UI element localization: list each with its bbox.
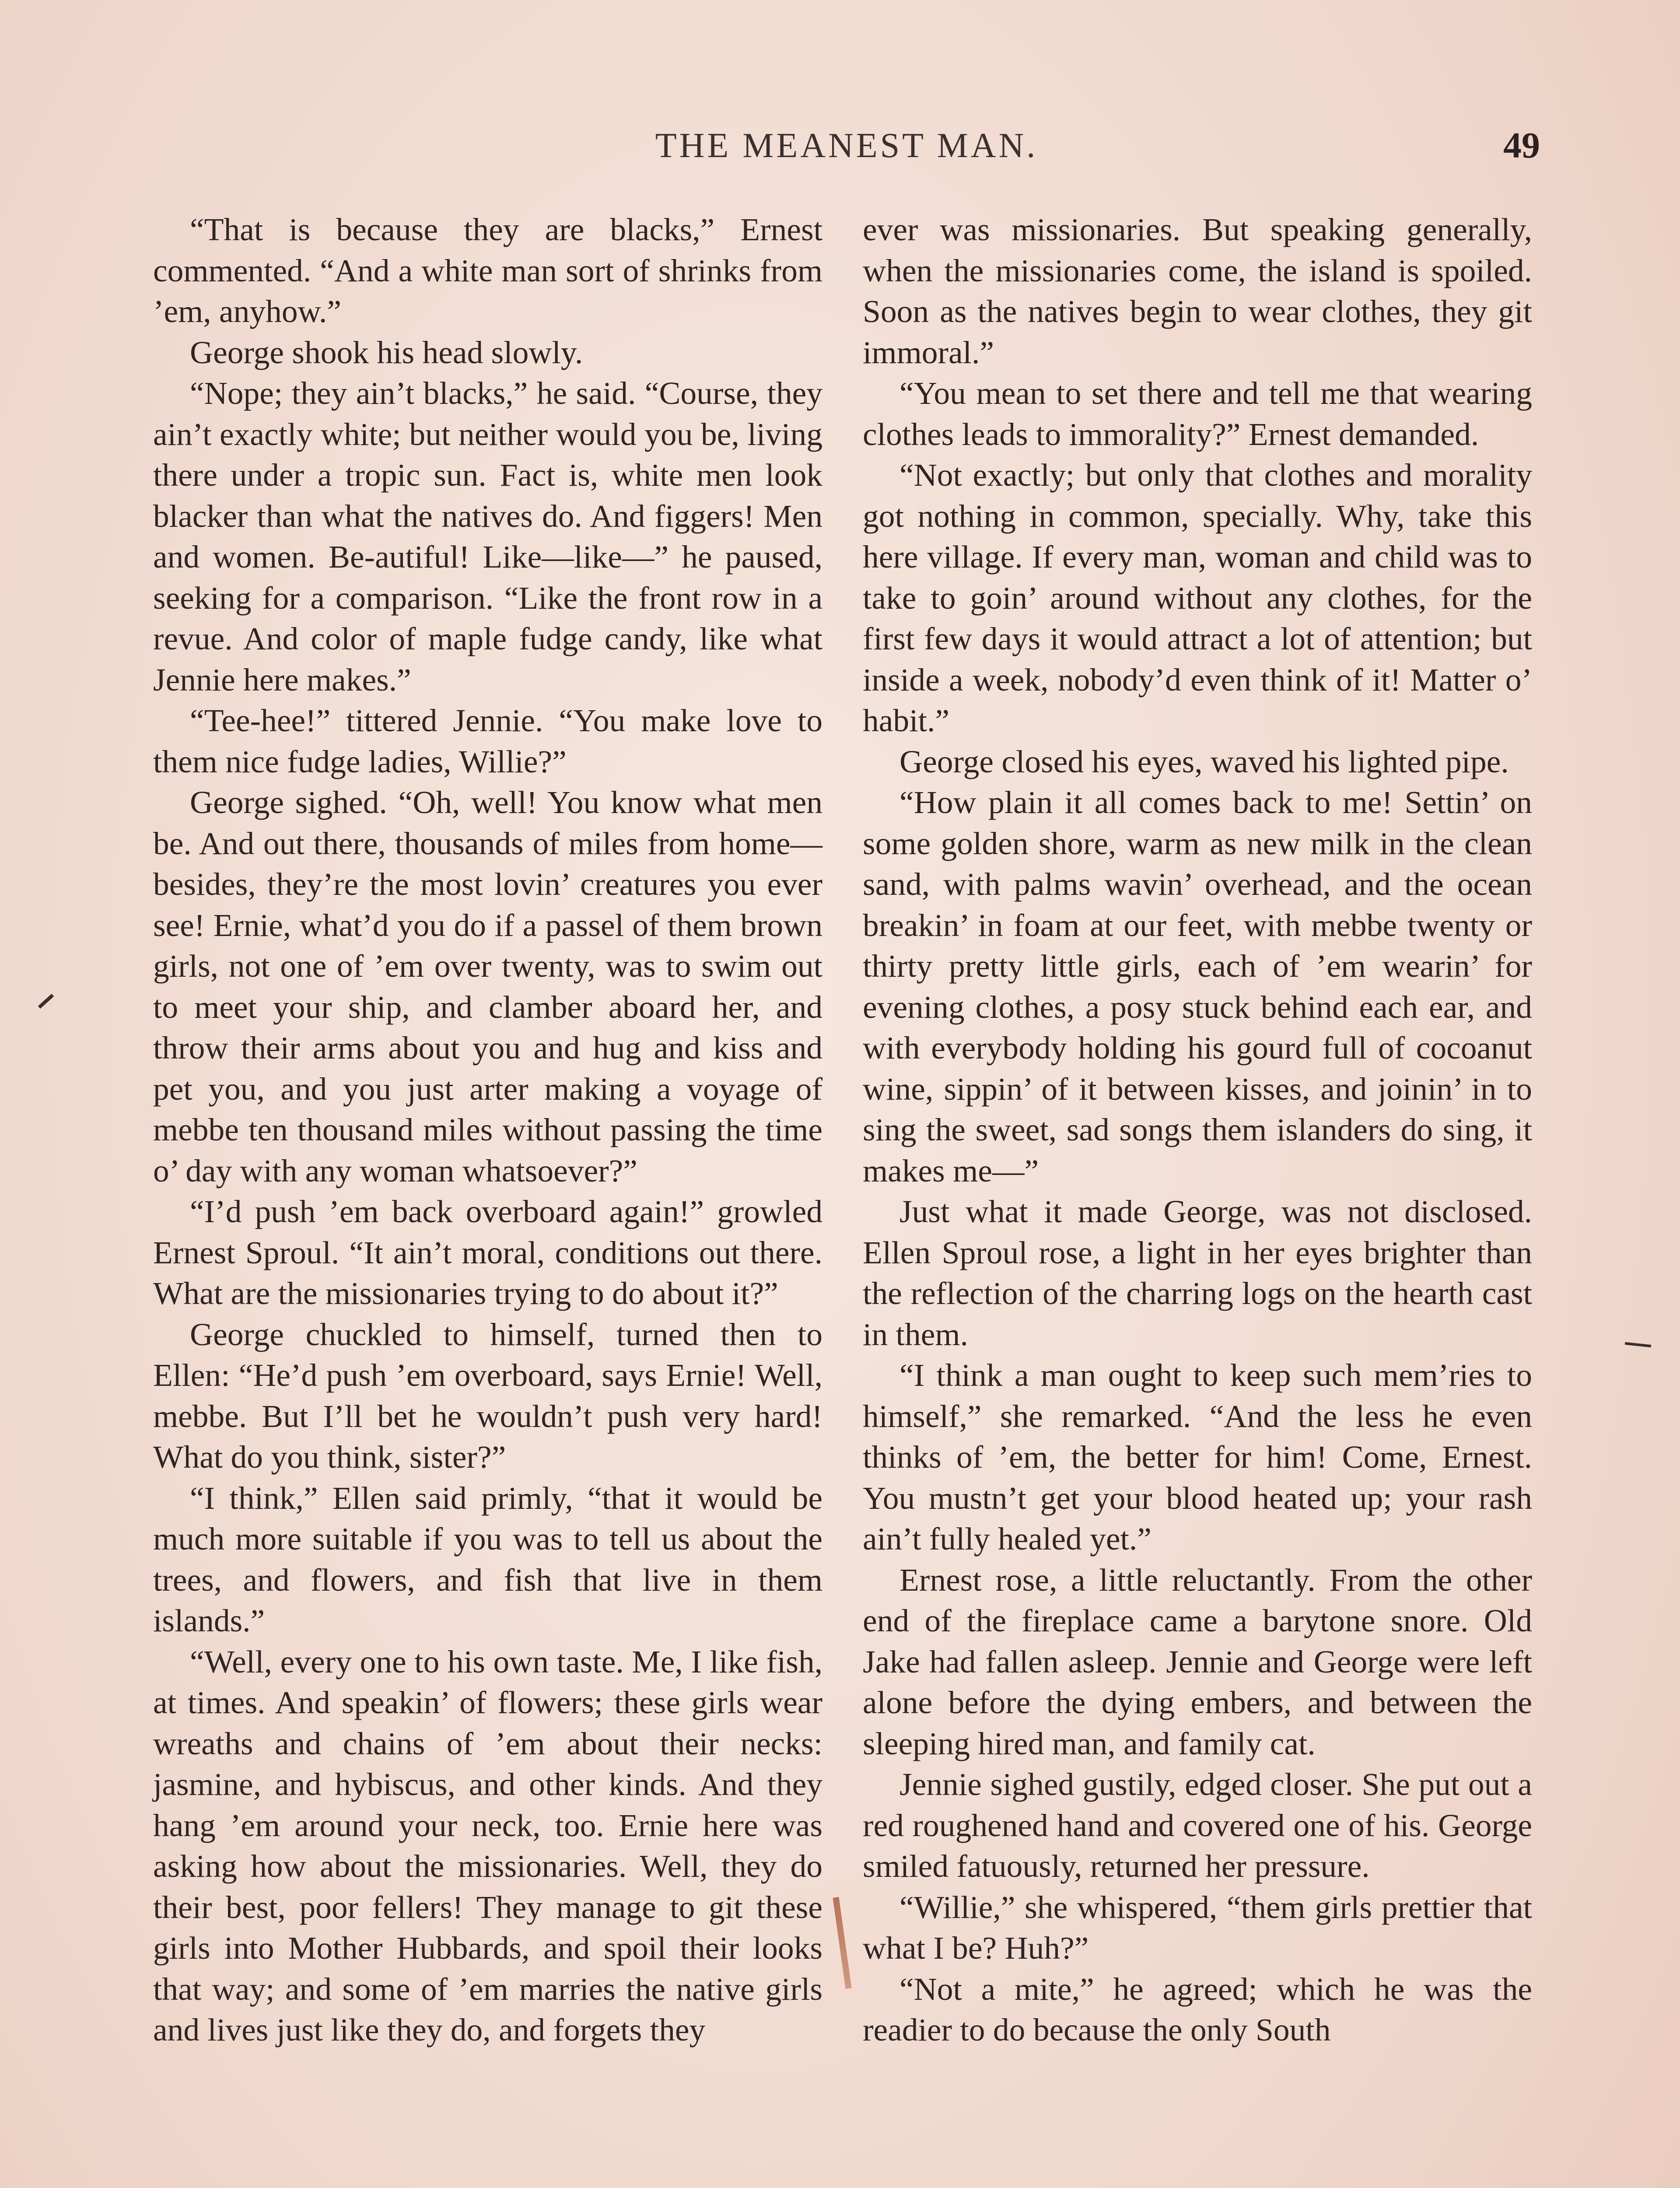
paragraph-continued: ever was missionaries. But speaking generally, when the missionaries come, the island is spoiled. Soon as the natives begin to wear clothes, they git immoral.” [863,212,1532,370]
paragraph: “You mean to set there and tell me that wearing clothes leads to immorality?” Ernest demanded. [863,375,1532,452]
paragraph: “I think a man ought to keep such mem’ries to himself,” she remarked. “And the less he even thinks of ’em, the better for him! Come, Ernest. You mustn’t get your blood heated up; your rash ain’t fully healed yet.” [863,1357,1532,1557]
pencil-mark [1625,1342,1651,1347]
paragraph: “Well, every one to his own taste. Me, I like fish, at times. And speakin’ of flowers; these girls wear wreaths and chains of ’em about their necks: jasmine, and hybiscus, and other kinds. And they hang ’em around your neck, too. Ernie here was asking how about the missionaries. Well, they do their best, poor fellers! They manage to git these girls into Mother Hubbards, and spoil their looks that way; and some of ’em marries the native girls and lives just like they do, and forgets they [153,1644,822,2048]
paragraph: “How plain it all comes back to me! Settin’ on some golden shore, warm as new milk in the clean sand, with palms wavin’ overhead, and the ocean breakin’ in foam at our feet, with mebbe twenty or thirty pretty little girls, each of ’em wearin’ for evening clothes, a posy stuck behind each ear, and with everybody holding his gourd full of cocoanut wine, sippin’ of it between kisses, and joinin’ in to sing the sweet, sad songs them islanders do sing, it makes me—” [863,785,1532,1189]
page-header [153,126,1540,174]
right-column [863,209,1532,2051]
paragraph: Ernest rose, a little reluctantly. From the other end of the fireplace came a barytone snore. Old Jake had fallen asleep. Jennie and George were left alone before the dying embers, and between the sleeping hired man, and family cat. [863,1562,1532,1761]
paragraph: “Tee-hee!” tittered Jennie. “You make love to them nice fudge ladies, Willie?” [153,703,822,779]
paragraph: George closed his eyes, waved his lighted pipe. [900,743,1509,779]
pencil-mark [38,994,54,1009]
running-head: THE MEANEST MAN. [655,126,1038,165]
paper-tear [833,1897,851,1989]
paragraph: “That is because they are blacks,” Ernest commented. “And a white man sort of shrinks from ’em, anyhow.” [153,212,822,329]
paragraph: George chuckled to himself, turned then to Ellen: “He’d push ’em overboard, says Ernie! Well, mebbe. But I’ll bet he wouldn’t push very hard! What do you think, sister?” [153,1316,822,1475]
paragraph: “Not a mite,” he agreed; which he was the readier to do because the only South [863,1971,1532,2048]
paragraph: Jennie sighed gustily, edged closer. She put out a red roughened hand and covered one of his. George smiled fatuously, returned her pressure. [863,1767,1532,1884]
paragraph: “Nope; they ain’t blacks,” he said. “Course, they ain’t exactly white; but neither would you be, living there under a tropic sun. Fact is, white men look blacker than what the natives do. And figgers! Men and women. Be-autiful! Like—like—” he paused, seeking for a comparison. “Like the front row in a revue. And color of maple fudge candy, like what Jennie here makes.” [153,375,822,698]
paragraph: “I’d push ’em back overboard again!” growled Ernest Sproul. “It ain’t moral, conditions out there. What are the missionaries trying to do about it?” [153,1194,822,1311]
paragraph: “Not exactly; but only that clothes and morality got nothing in common, specially. Why, take this here village. If every man, woman and child was to take to goin’ around without any clothes, for the first few days it would attract a lot of attention; but inside a week, nobody’d even think of it! Matter o’ habit.” [863,457,1532,738]
paragraph: George shook his head slowly. [190,334,583,370]
paragraph: Just what it made George, was not disclosed. Ellen Sproul rose, a light in her eyes brighter than the reflection of the charring logs on the hearth cast in them. [863,1194,1532,1352]
paragraph: George sighed. “Oh, well! You know what men be. And out there, thousands of miles from home—besides, they’re the most lovin’ creatures you ever see! Ernie, what’d you do if a passel of them brown girls, not one of ’em over twenty, was to swim out to meet your ship, and clamber aboard her, and throw their arms about you and hug and kiss and pet you, and you just arter making a voyage of mebbe ten thousand miles without passing the time o’ day with any woman whatsoever?” [153,785,822,1189]
paragraph: “I think,” Ellen said primly, “that it would be much more suitable if you was to tell us about the trees, and flowers, and fish that live in them islands.” [153,1480,822,1638]
paragraph: “Willie,” she whispered, “them girls prettier that what I be? Huh?” [863,1889,1532,1966]
left-column [153,209,822,2051]
page-number: 49 [1503,125,1540,166]
